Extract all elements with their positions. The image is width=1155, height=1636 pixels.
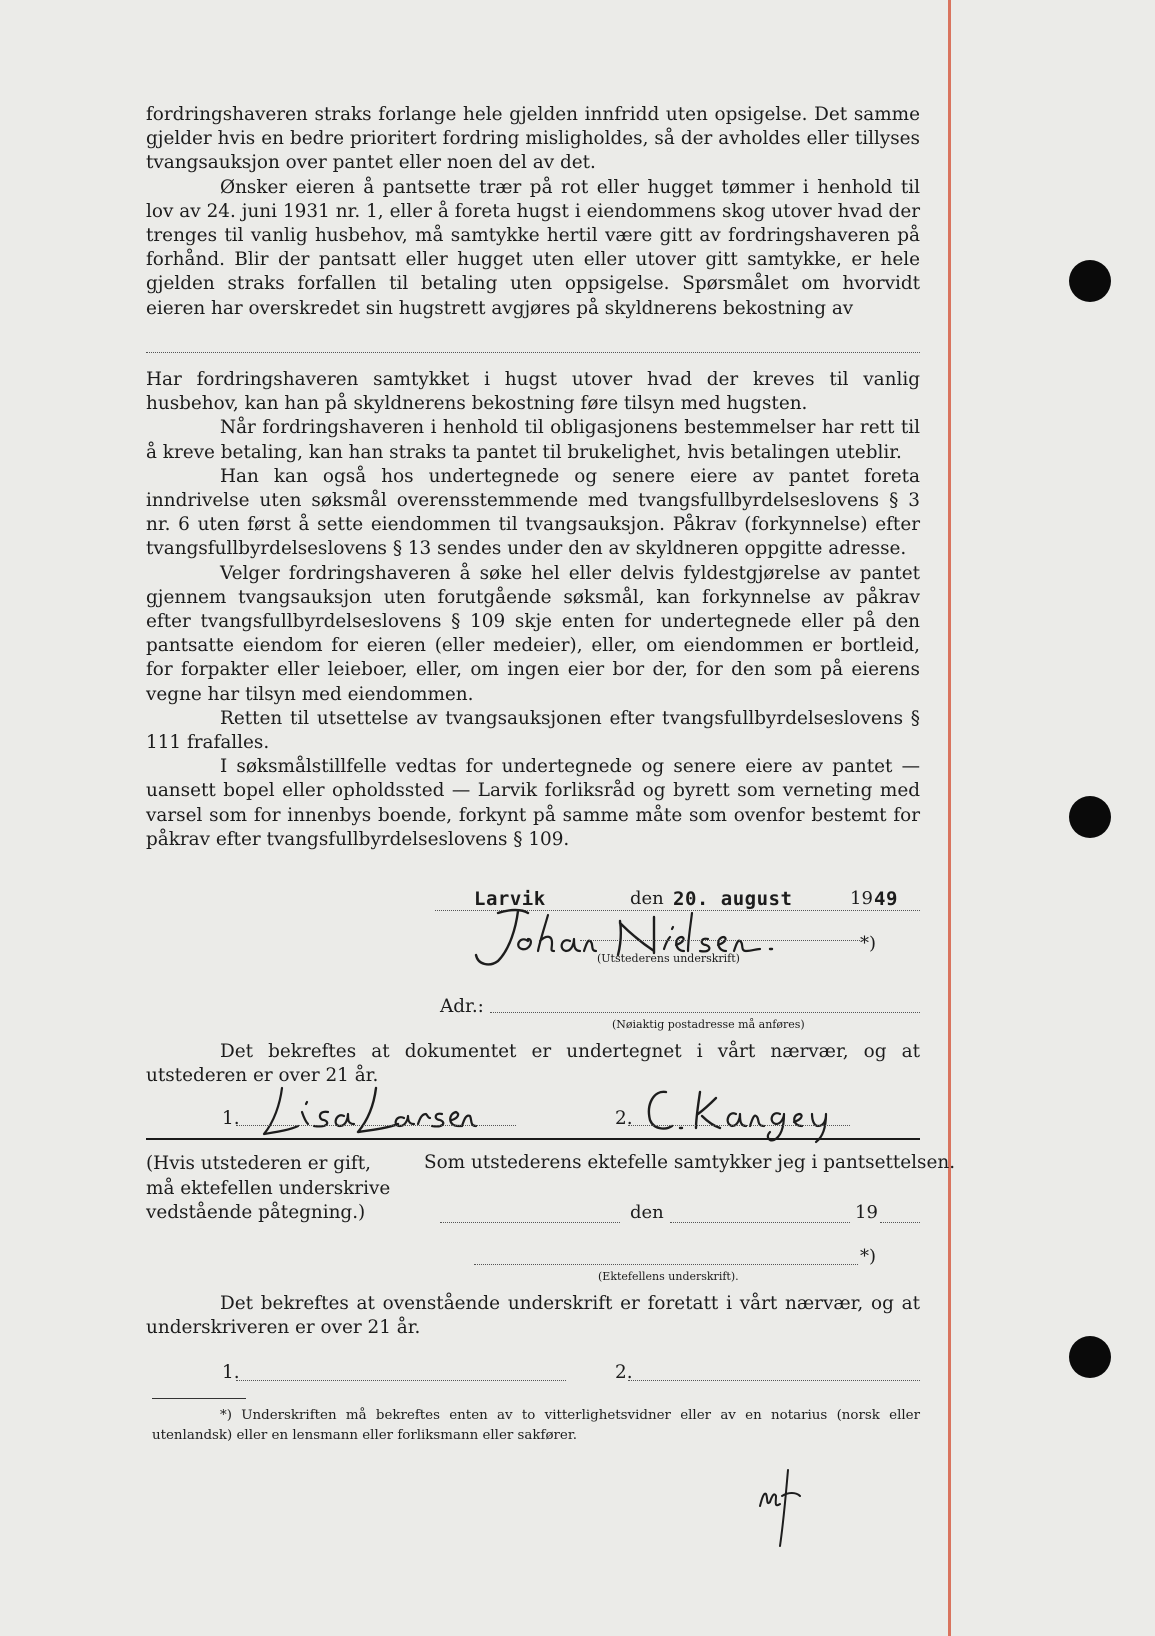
spouse-place-line xyxy=(440,1222,620,1223)
section-divider xyxy=(146,1138,920,1140)
spouse-witness-1-number: 1. xyxy=(222,1362,240,1383)
spouse-signature-line xyxy=(474,1264,858,1265)
address-line xyxy=(490,1012,920,1013)
paragraph: Har fordringshaveren samtykket i hugst utover hvad der kreves til vanlig husbehov, kan han på skyldnerens bekostning føre tilsyn med hugsten. xyxy=(146,369,920,415)
punch-hole xyxy=(1069,796,1111,838)
spouse-consent: Som utstederens ektefelle samtykker jeg i pantsettelsen. xyxy=(424,1152,956,1173)
year-prefix: 19 xyxy=(850,888,873,909)
witness-text: Det bekreftes at dokumentet er undertegnet i vårt nærvær, og at utstederen er over 21 år. xyxy=(146,1041,920,1087)
spouse-year-line xyxy=(880,1222,920,1223)
den-label: den xyxy=(630,888,664,909)
paragraph: Når fordringshaveren i henhold til obligasjonens bestemmelser har rett til å kreve betaling, kan han straks ta pantet til brukelighet, hvis betalingen uteblir. xyxy=(146,417,920,463)
initials-mark xyxy=(748,1462,818,1556)
spouse-caption: (Ektefellens underskrift). xyxy=(598,1270,739,1283)
spouse-den: den xyxy=(630,1202,664,1223)
punch-hole xyxy=(1069,1336,1111,1378)
witness-1-line xyxy=(236,1125,516,1126)
witness-2-number: 2. xyxy=(615,1108,633,1129)
spouse-year: 19 xyxy=(855,1202,878,1223)
year-suffix: 49 xyxy=(874,888,898,910)
spouse-confirm: Det bekreftes at ovenstående underskrift er foretatt i vårt nærvær, og at underskriveren er over 21 år. xyxy=(146,1293,920,1339)
address-caption: (Nøiaktig postadresse må anføres) xyxy=(612,1018,805,1031)
body-text-main xyxy=(146,368,920,852)
paragraph: fordringshaveren straks forlange hele gjelden innfridd uten opsigelse. Det samme gjelder hvis en bedre prioritert fordring misligholdes, så der avholdes eller tillyses tvangsauksjon over pantet eller noen del av det. xyxy=(146,104,920,174)
spouse-asterisk: *) xyxy=(860,1246,877,1267)
spouse-witness-1-line xyxy=(236,1380,566,1381)
address-label: Adr.: xyxy=(440,996,484,1017)
footnote-marker: *) xyxy=(860,933,877,954)
paragraph: Ønsker eieren å pantsette trær på rot eller hugget tømmer i henhold til lov av 24. juni 1931 nr. 1, eller å foreta hugst i eiendommens skog utover hvad der trenges til vanlig husbehov, må samtykke hertil være gitt av fordringshaveren på forhånd. Blir der pantsatt eller hugget uten eller utover gitt samtykke, er hele gjelden straks forfallen til betaling uten oppsigelse. Spørsmålet om hvorvidt eieren har overskredet sin hugstrett avgjøres på skyldnerens bekostning av xyxy=(146,176,920,319)
place-field: Larvik xyxy=(474,888,546,910)
signature-line xyxy=(580,940,860,941)
spouse-witness-2-line xyxy=(628,1380,920,1381)
footnote-text: *) Underskriften må bekreftes enten av to vitterlighetsvidner eller av en notarius (norsk eller utenlandsk) eller en lensmann eller forliksmann eller sakfører. xyxy=(152,1408,920,1443)
spouse-note: (Hvis utstederen er gift, må ektefellen underskrive vedstående påtegning.) xyxy=(146,1153,391,1224)
witness-2-line xyxy=(628,1125,850,1126)
spouse-witness-2-number: 2. xyxy=(615,1362,633,1383)
witness-1-signature xyxy=(252,1082,492,1146)
punch-hole xyxy=(1069,260,1111,302)
witness-1-number: 1. xyxy=(222,1108,240,1129)
spouse-date-line xyxy=(670,1222,850,1223)
paragraph: Han kan også hos undertegnede og senere eiere av pantet foreta inndrivelse uten søksmål overensstemmende med tvangsfullbyrdelseslovens § 3 nr. 6 uten først å sette eiendommen til tvangsauksjon. Påkrav (forkynnelse) efter tvangsfullbyrdelseslovens § 13 sendes under den av skyldneren oppgitte adresse. xyxy=(146,465,920,560)
paragraph: I søksmålstillfelle vedtas for undertegnede og senere eiere av pantet — uansett bopel eller opholdssted — Larvik forliksråd og byrett som verneting med varsel som for innenbys boende, forkynt på samme måte som ovenfor bestemt for påkrav efter tvangsfullbyrdelseslovens § 109. xyxy=(146,756,920,850)
signer-caption: (Utstederens underskrift) xyxy=(597,952,740,965)
dotted-fill-line xyxy=(146,352,920,353)
paragraph: Retten til utsettelse av tvangsauksjonen efter tvangsfullbyrdelseslovens § 111 frafalles. xyxy=(146,707,920,754)
paragraph: Velger fordringshaveren å søke hel eller delvis fyldestgjørelse av pantet gjennem tvangsauksjon uten forutgående søksmål, kan forkynnelse av påkrav efter tvangsfullbyrdelseslovens § 109 skje enten for undertegnede eller på den pantsatte eiendom for eieren (eller medeier), eller, om eiendommen er bortleid, for forpakter eller leieboer, eller, om ingen eier bor der, for den som på eierens vegne har tilsyn med eiendommen. xyxy=(146,562,920,705)
date-field: 20. august xyxy=(673,888,793,910)
footnote-rule xyxy=(152,1398,246,1399)
margin-rule xyxy=(948,0,951,1636)
body-text-top xyxy=(146,103,920,321)
